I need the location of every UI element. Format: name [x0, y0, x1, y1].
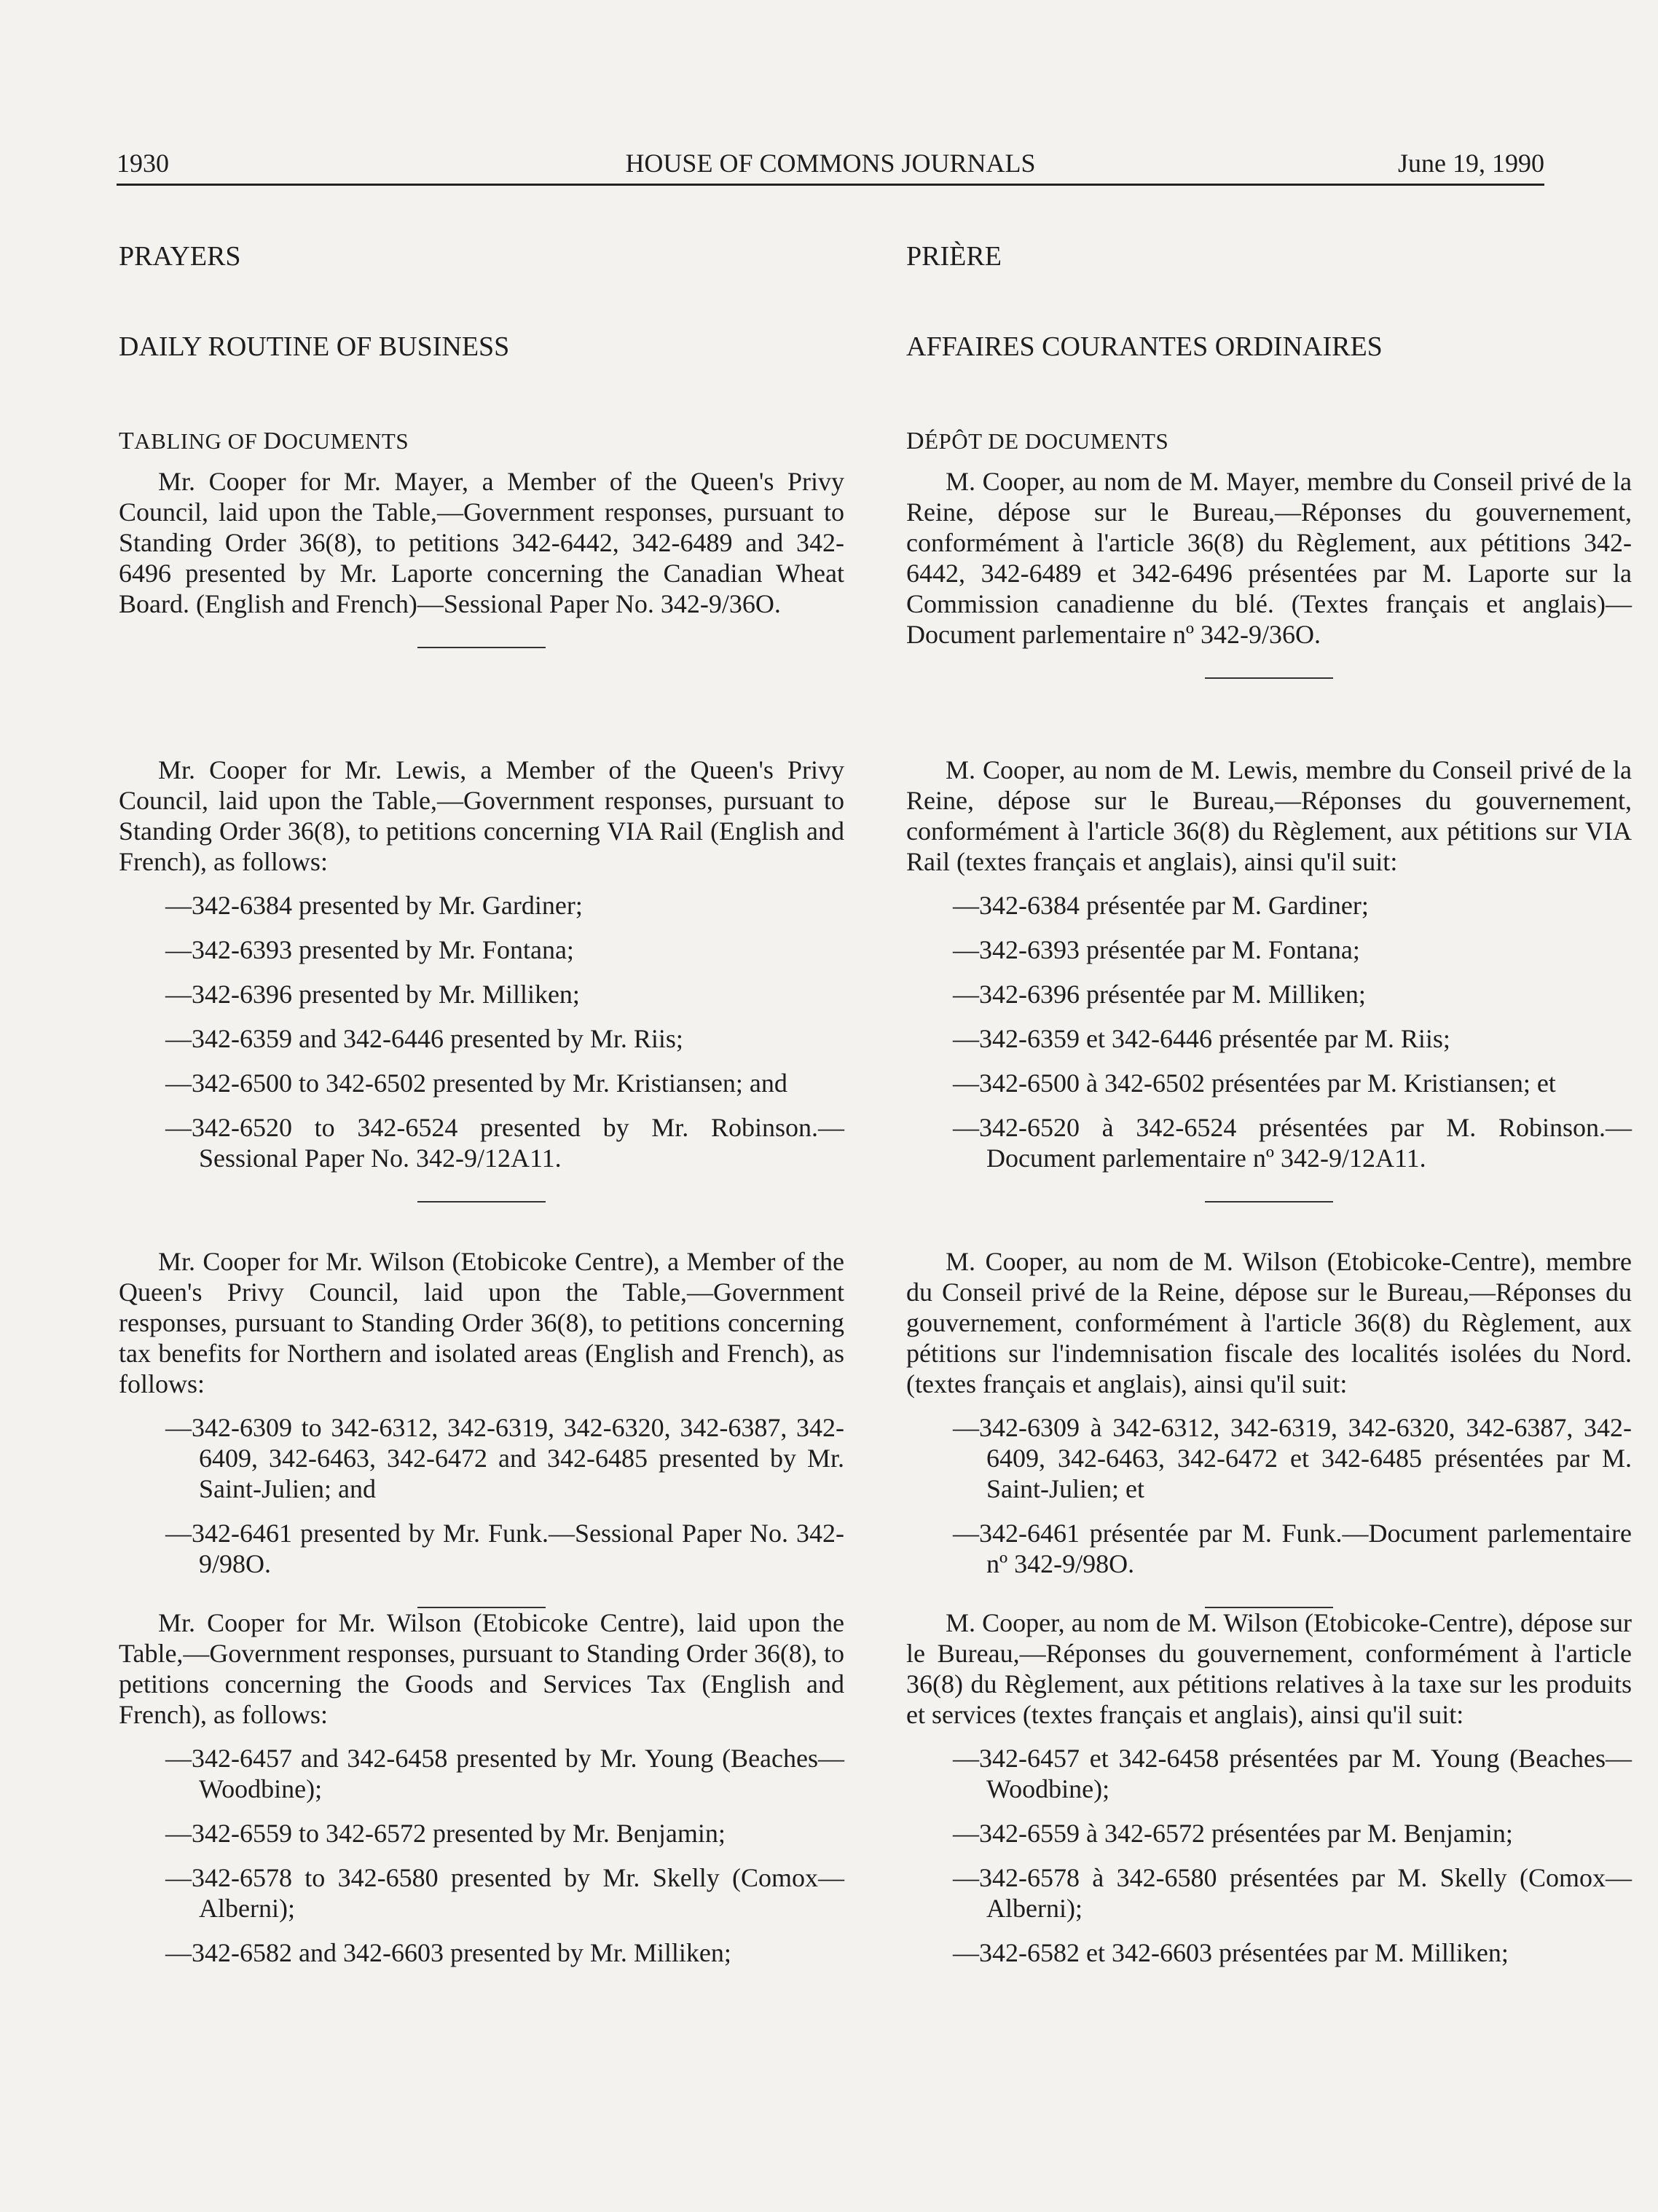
tabling-cap-2: D [263, 428, 282, 454]
section-divider [417, 1201, 546, 1203]
list-item: —342-6578 à 342-6580 présentées par M. Skelly (Comox—Alberni); [953, 1863, 1632, 1923]
block-tax-benefits [906, 1246, 1632, 1608]
paragraph-intro: M. Cooper, au nom de M. Wilson (Etobicoke-Centre), membre du Conseil privé de la Reine, dépose sur le Bureau,—Réponses du gouvernement, conformément à l'article 36(8) du Règlement, aux pétitions sur l'indemnisation fiscale des localités isolées du Nord. (textes français et anglais), ainsi qu'il suit: [906, 1247, 1632, 1398]
tabling-cap-1: T [119, 428, 135, 454]
list-item: —342-6500 to 342-6502 presented by Mr. Kristiansen; and [165, 1068, 787, 1098]
tabling-heading [119, 427, 844, 456]
block-via-rail [119, 755, 844, 1203]
paragraph-intro: M. Cooper, au nom de M. Lewis, membre du Conseil privé de la Reine, dépose sur le Bureau,—Réponses du gouvernement, conformément à l'article 36(8) du Règlement, aux pétitions sur VIA Rail (textes français et anglais), ainsi qu'il suit: [906, 755, 1632, 876]
paragraph-intro: M. Cooper, au nom de M. Wilson (Etobicoke-Centre), dépose sur le Bureau,—Réponses du gouvernement, conformément à l'article 36(8) du Règlement, aux pétitions relatives à la taxe sur les produits et services (textes français et anglais), ainsi qu'il suit: [906, 1608, 1632, 1729]
page-header [117, 143, 1544, 186]
tabling-rest-2: OCUMENTS [281, 428, 409, 454]
journal-title: HOUSE OF COMMONS JOURNALS [625, 149, 1036, 178]
list-item: —342-6359 and 342-6446 presented by Mr. Riis; [165, 1024, 683, 1053]
list-item: —342-6582 and 342-6603 presented by Mr. Milliken; [165, 1938, 731, 1967]
prayers-heading: PRAYERS [119, 241, 241, 272]
paragraph-intro: Mr. Cooper for Mr. Wilson (Etobicoke Centre), laid upon the Table,—Government responses, pursuant to Standing Order 36(8), to petitions concerning the Goods and Services Tax (English and French), as follows: [119, 1608, 844, 1729]
prayers-heading: PRIÈRE [906, 241, 1002, 272]
list-item: —342-6457 and 342-6458 presented by Mr. Young (Beaches—Woodbine); [165, 1744, 844, 1803]
paragraph-mayer: Mr. Cooper for Mr. Mayer, a Member of the Queen's Privy Council, laid upon the Table,—Government responses, pursuant to Standing Order 36(8), to petitions 342-6442, 342-6489 and 342-6496 presented by Mr. Laporte concerning the Canadian Wheat Board. (English and French)—Sessional Paper No. 342-9/36O. [119, 467, 844, 618]
list-item: —342-6500 à 342-6502 présentées par M. Kristiansen; et [953, 1068, 1556, 1098]
list-item: —342-6359 et 342-6446 présentée par M. Riis; [953, 1024, 1450, 1053]
list-item: —342-6396 presented by Mr. Milliken; [165, 980, 580, 1009]
routine-heading: DAILY ROUTINE OF BUSINESS [119, 331, 510, 362]
block-gst [906, 1607, 1632, 1968]
section-divider [1205, 677, 1333, 679]
tabling-heading [906, 427, 1632, 456]
tabling-rest-1: ÉPÔT DE DOCUMENTS [924, 428, 1169, 454]
english-column [119, 240, 844, 1967]
list-item: —342-6582 et 342-6603 présentées par M. Milliken; [953, 1938, 1509, 1967]
tabling-rest-1: ABLING OF [134, 428, 264, 454]
list-item: —342-6393 presented by Mr. Fontana; [165, 935, 574, 964]
list-item: —342-6461 présentée par M. Funk.—Document parlementaire nº 342-9/98O. [953, 1519, 1632, 1578]
list-item: —342-6384 presented by Mr. Gardiner; [165, 891, 583, 920]
block-via-rail [906, 755, 1632, 1203]
list-item: —342-6461 presented by Mr. Funk.—Sessional Paper No. 342-9/98O. [165, 1519, 844, 1578]
french-column [906, 240, 1632, 1967]
list-item: —342-6384 présentée par M. Gardiner; [953, 891, 1369, 920]
list-item: —342-6520 à 342-6524 présentées par M. Robinson.—Document parlementaire nº 342-9/12A11. [953, 1113, 1632, 1173]
list-item: —342-6520 to 342-6524 presented by Mr. Robinson.—Sessional Paper No. 342-9/12A11. [165, 1113, 844, 1173]
list-item: —342-6578 to 342-6580 presented by Mr. Skelly (Comox—Alberni); [165, 1863, 844, 1923]
paragraph-intro: Mr. Cooper for Mr. Lewis, a Member of the Queen's Privy Council, laid upon the Table,—Government responses, pursuant to Standing Order 36(8), to petitions concerning VIA Rail (English and French), as follows: [119, 755, 844, 876]
list-item: —342-6559 à 342-6572 présentées par M. Benjamin; [953, 1819, 1513, 1848]
list-item: —342-6396 présentée par M. Milliken; [953, 980, 1366, 1009]
list-item: —342-6559 to 342-6572 presented by Mr. Benjamin; [165, 1819, 726, 1848]
tabling-cap-1: D [906, 428, 925, 454]
routine-heading: AFFAIRES COURANTES ORDINAIRES [906, 331, 1383, 362]
section-divider [1205, 1201, 1333, 1203]
page-number: 1930 [117, 149, 169, 178]
list-item: —342-6393 présentée par M. Fontana; [953, 935, 1360, 964]
journal-date: June 19, 1990 [1398, 149, 1544, 178]
block-gst [119, 1607, 844, 1968]
list-item: —342-6309 to 342-6312, 342-6319, 342-6320, 342-6387, 342-6409, 342-6463, 342-6472 and 342-6485 presented by Mr. Saint-Julien; and [165, 1413, 844, 1503]
list-item: —342-6309 à 342-6312, 342-6319, 342-6320, 342-6387, 342-6409, 342-6463, 342-6472 et 342-6485 présentées par M. Saint-Julien; et [953, 1413, 1632, 1503]
paragraph-mayer: M. Cooper, au nom de M. Mayer, membre du Conseil privé de la Reine, dépose sur le Bureau,—Réponses du gouvernement, conformément à l'article 36(8) du Règlement, aux pétitions 342-6442, 342-6489 et 342-6496 présentées par M. Laporte sur la Commission canadienne du blé. (Textes français et anglais)—Document parlementaire nº 342-9/36O. [906, 467, 1632, 649]
block-tax-benefits [119, 1246, 844, 1608]
paragraph-intro: Mr. Cooper for Mr. Wilson (Etobicoke Centre), a Member of the Queen's Privy Council, laid upon the Table,—Government responses, pursuant to Standing Order 36(8), to petitions concerning tax benefits for Northern and isolated areas (English and French), as follows: [119, 1247, 844, 1398]
section-divider [417, 647, 546, 648]
list-item: —342-6457 et 342-6458 présentées par M. Young (Beaches—Woodbine); [953, 1744, 1632, 1803]
